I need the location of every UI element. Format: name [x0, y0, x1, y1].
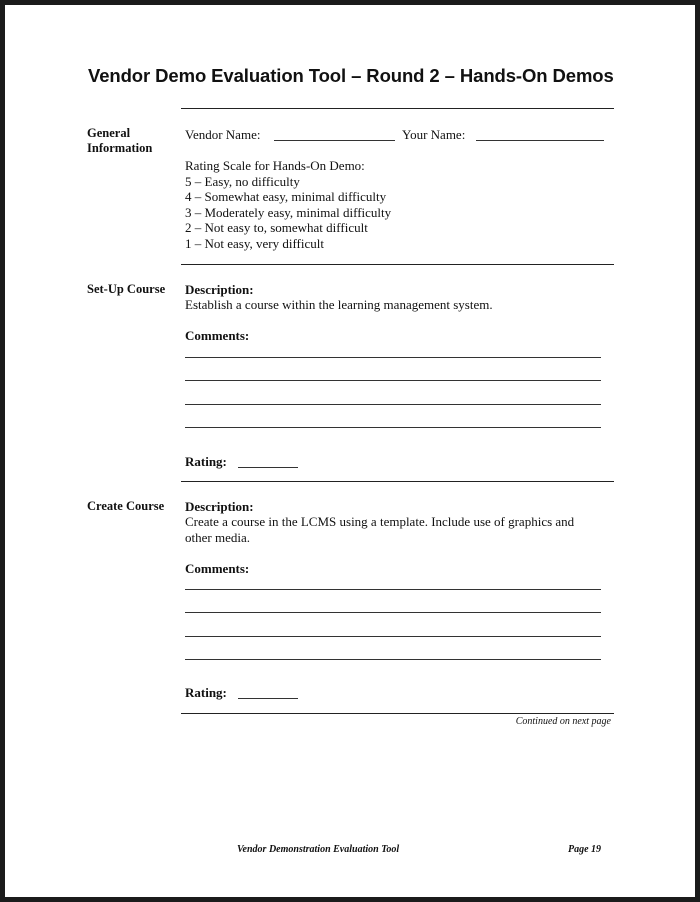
comment-line[interactable]	[185, 636, 601, 637]
general-information-label: General Information	[87, 126, 153, 155]
comment-line[interactable]	[185, 357, 601, 358]
rating-scale-item: 4 – Somewhat easy, minimal difficulty	[185, 189, 387, 204]
description-heading: Description:	[185, 499, 254, 514]
rating-field[interactable]	[238, 698, 298, 699]
comment-line[interactable]	[185, 427, 601, 428]
set-up-course-label: Set-Up Course	[87, 282, 166, 296]
comment-line[interactable]	[185, 589, 601, 590]
footer-page-number: Page 19	[568, 844, 602, 855]
comment-line[interactable]	[185, 404, 601, 405]
document-page	[5, 5, 695, 897]
your-name-label: Your Name:	[402, 127, 466, 142]
comment-line[interactable]	[185, 380, 601, 381]
rating-field[interactable]	[238, 467, 298, 468]
comment-line[interactable]	[185, 612, 601, 613]
divider	[181, 264, 614, 265]
rating-scale-title: Rating Scale for Hands-On Demo:	[185, 158, 365, 173]
description-text: Create a course in the LCMS using a template. Include use of graphics and	[185, 514, 575, 529]
document-title: Vendor Demo Evaluation Tool – Round 2 – Hands-On Demos	[88, 65, 614, 86]
comments-heading: Comments:	[185, 328, 250, 343]
rating-label: Rating:	[185, 454, 227, 469]
continued-note: Continued on next page	[515, 716, 611, 727]
create-course-label: Create Course	[87, 499, 165, 513]
footer-document-name: Vendor Demonstration Evaluation Tool	[237, 844, 400, 855]
rating-label: Rating:	[185, 685, 227, 700]
your-name-field[interactable]	[476, 140, 604, 141]
vendor-name-field[interactable]	[274, 140, 395, 141]
divider	[181, 481, 614, 482]
description-heading: Description:	[185, 282, 254, 297]
description-text: Establish a course within the learning management system.	[185, 297, 493, 312]
rating-scale-item: 5 – Easy, no difficulty	[185, 173, 300, 189]
divider	[181, 108, 614, 109]
description-text: other media.	[185, 530, 250, 545]
rating-scale-item: 2 – Not easy to, somewhat difficult	[185, 220, 368, 235]
vendor-name-label: Vendor Name:	[185, 127, 261, 142]
divider	[181, 713, 614, 714]
comment-line[interactable]	[185, 659, 601, 660]
rating-scale-item: 3 – Moderately easy, minimal difficulty	[185, 204, 392, 220]
rating-scale-item: 1 – Not easy, very difficult	[185, 235, 324, 251]
comments-heading: Comments:	[185, 561, 250, 576]
